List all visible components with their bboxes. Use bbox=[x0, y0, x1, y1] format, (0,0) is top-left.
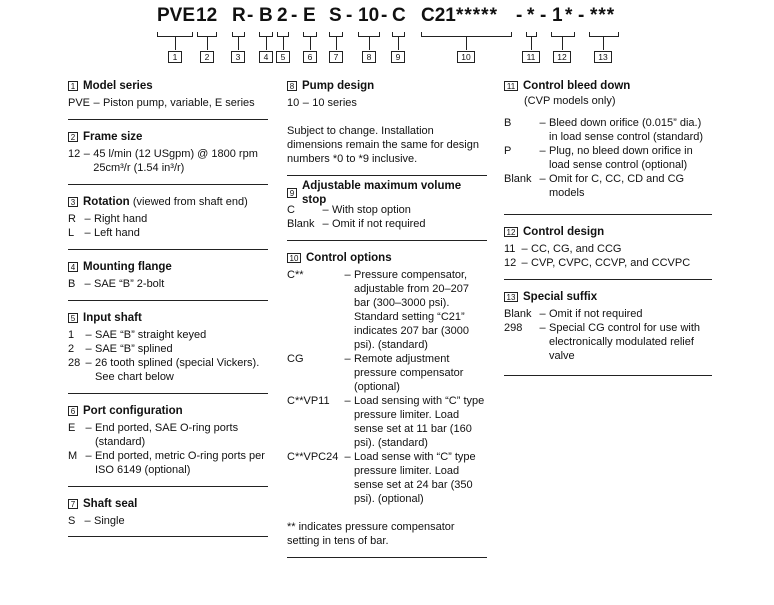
option-code: C** bbox=[287, 269, 304, 281]
option-code: 12 bbox=[68, 148, 81, 160]
code-number-box: 12 bbox=[553, 51, 571, 63]
section-title: Shaft seal bbox=[83, 498, 138, 510]
divider bbox=[504, 279, 712, 280]
option-desc: Pressure compensator, adjustable from 20–207 bar (300–3000 psi). Standard setting “C21” indicates 207 bar (3000 psi). (standard) bbox=[354, 269, 469, 351]
code-stem bbox=[283, 36, 284, 50]
option-desc: End ported, metric O-ring ports per ISO 6149 (optional) bbox=[95, 450, 265, 476]
code-part: 10 bbox=[358, 5, 380, 26]
section-special-suffix bbox=[504, 289, 712, 363]
option-row: 298 – Special CG control for use with electronically modulated relief valve bbox=[504, 321, 712, 363]
option-desc: Special CG control for use with electronically modulated relief valve bbox=[549, 322, 701, 362]
option-desc: CVP, CVPC, CCVP, and CCVPC bbox=[531, 257, 691, 269]
section-note: ** indicates pressure compensator setting in tens of bar. bbox=[287, 521, 455, 547]
code-part: - bbox=[346, 5, 353, 26]
section-title: Control bleed down bbox=[523, 80, 631, 92]
divider bbox=[68, 393, 268, 394]
section-subtitle: (CVP models only) bbox=[524, 95, 616, 107]
option-code: 11 bbox=[504, 243, 516, 255]
option-desc: 26 tooth splined (special Vickers). See chart below bbox=[95, 357, 260, 383]
code-part: * bbox=[527, 5, 535, 26]
option-row: E – End ported, SAE O-ring ports (standard) bbox=[68, 421, 268, 449]
option-desc: SAE “B” 2-bolt bbox=[94, 278, 165, 290]
section-number: 2 bbox=[68, 132, 78, 142]
divider bbox=[68, 300, 268, 301]
option-code: P bbox=[504, 145, 512, 157]
option-code: C**VP11 bbox=[287, 395, 330, 407]
code-stem bbox=[562, 36, 563, 50]
code-stem bbox=[238, 36, 239, 50]
option-row: 12 – 45 l/min (12 USgpm) @ 1800 rpm 25cm³/r (1.54 in³/r) bbox=[68, 148, 258, 174]
section-number: 10 bbox=[287, 253, 301, 263]
section-max-volume-stop bbox=[287, 180, 487, 231]
section-number: 13 bbox=[504, 292, 518, 302]
section-number: 12 bbox=[504, 227, 518, 237]
option-desc: Load sensing with “C” type pressure limiter. Load sense set at 11 bar (160 psi). (standard) bbox=[354, 395, 485, 449]
section-number: 8 bbox=[287, 81, 297, 91]
code-part: - bbox=[291, 5, 298, 26]
option-code: B bbox=[504, 117, 512, 129]
option-desc: Piston pump, variable, E series bbox=[103, 97, 255, 109]
code-part: 2 bbox=[277, 5, 288, 26]
option-row: P – Plug, no bleed down orifice in load sense control (optional) bbox=[504, 144, 712, 172]
section-title: Mounting flange bbox=[83, 261, 172, 273]
divider bbox=[68, 486, 268, 487]
divider bbox=[287, 240, 487, 241]
divider bbox=[504, 375, 712, 376]
code-stem bbox=[603, 36, 604, 50]
code-part: - bbox=[540, 5, 547, 26]
code-part: - bbox=[247, 5, 254, 26]
section-title: Frame size bbox=[83, 131, 143, 143]
option-code: 2 bbox=[68, 343, 75, 355]
code-number-box: 11 bbox=[522, 51, 540, 63]
option-code: B bbox=[68, 278, 76, 290]
option-row: R – Right hand bbox=[68, 212, 268, 226]
option-row: 11 – CC, CG, and CCG bbox=[504, 242, 712, 256]
option-code: PVE bbox=[68, 97, 91, 109]
code-stem bbox=[266, 36, 267, 50]
divider bbox=[68, 536, 268, 537]
section-number: 3 bbox=[68, 197, 78, 207]
option-code: 10 bbox=[287, 97, 300, 109]
option-code: 28 bbox=[68, 357, 81, 369]
option-desc: Plug, no bleed down orifice in load sense control (optional) bbox=[549, 145, 693, 171]
option-row: 2 – SAE “B” splined bbox=[68, 342, 268, 356]
code-number-box: 2 bbox=[200, 51, 214, 63]
divider bbox=[287, 175, 487, 176]
option-row: 1 – SAE “B” straight keyed bbox=[68, 328, 268, 342]
column-left bbox=[68, 78, 268, 546]
code-part: - bbox=[578, 5, 585, 26]
section-number: 5 bbox=[68, 313, 78, 323]
section-control-design bbox=[504, 224, 712, 270]
code-stem bbox=[369, 36, 370, 50]
option-code: CG bbox=[287, 353, 304, 365]
option-code: E bbox=[68, 422, 76, 434]
option-desc: 10 series bbox=[312, 97, 357, 109]
code-part: S bbox=[329, 5, 342, 26]
code-stem bbox=[310, 36, 311, 50]
code-number-box: 6 bbox=[303, 51, 317, 63]
code-bracket bbox=[551, 32, 575, 37]
section-pump-design bbox=[287, 78, 487, 166]
section-title: Adjustable maximum volume stop bbox=[302, 180, 462, 206]
section-title: Port configuration bbox=[83, 405, 183, 417]
code-bracket bbox=[589, 32, 619, 37]
option-desc: Bleed down orifice (0.015” dia.) in load sense control (standard) bbox=[549, 117, 704, 143]
code-number-box: 3 bbox=[231, 51, 245, 63]
section-title: Rotation bbox=[83, 196, 130, 208]
column-right bbox=[504, 78, 712, 385]
option-row: Blank – Omit if not required bbox=[504, 307, 712, 321]
section-number: 6 bbox=[68, 406, 78, 416]
section-number: 9 bbox=[287, 188, 297, 198]
option-code: M bbox=[68, 450, 78, 462]
section-model-series bbox=[68, 78, 268, 110]
option-row: C**VPC24 – Load sense with “C” type pressure limiter. Load sense set at 24 bar (350 psi). (optional) bbox=[287, 450, 487, 506]
code-number-box: 5 bbox=[276, 51, 290, 63]
option-code: C bbox=[287, 204, 295, 216]
option-code: S bbox=[68, 515, 76, 527]
section-mounting-flange bbox=[68, 259, 268, 291]
section-control-options bbox=[287, 250, 487, 548]
section-title: Control design bbox=[523, 226, 605, 238]
option-desc: 45 l/min (12 USgpm) @ 1800 rpm bbox=[93, 148, 258, 160]
code-stem bbox=[466, 36, 467, 50]
code-number-box: 13 bbox=[594, 51, 612, 63]
section-number: 11 bbox=[504, 81, 518, 91]
code-number-box: 7 bbox=[329, 51, 343, 63]
section-title: Input shaft bbox=[83, 312, 142, 324]
section-port-configuration bbox=[68, 403, 268, 477]
section-title: Model series bbox=[83, 80, 153, 92]
option-row: M – End ported, metric O-ring ports per ISO 6149 (optional) bbox=[68, 449, 268, 477]
option-row: Blank – Omit if not required bbox=[287, 217, 487, 231]
option-desc: Single bbox=[94, 515, 125, 527]
code-part: E bbox=[303, 5, 316, 26]
option-desc: Left hand bbox=[94, 227, 140, 239]
option-code: Blank bbox=[504, 173, 532, 185]
code-stem bbox=[207, 36, 208, 50]
option-row: L – Left hand bbox=[68, 226, 268, 240]
option-row: C** – Pressure compensator, adjustable from 20–207 bar (300–3000 psi). Standard setting “C21” indicates 207 bar (3000 psi). (standard) bbox=[287, 268, 487, 352]
section-title-suffix: (viewed from shaft end) bbox=[132, 196, 248, 208]
option-desc-line2: 25cm³/r (1.54 in³/r) bbox=[93, 162, 185, 174]
code-part: C bbox=[392, 5, 406, 26]
code-part: R bbox=[232, 5, 246, 26]
option-desc: SAE “B” splined bbox=[95, 343, 173, 355]
code-part: PVE bbox=[157, 5, 196, 26]
option-row: PVE – Piston pump, variable, E series bbox=[68, 96, 268, 110]
section-frame-size bbox=[68, 129, 268, 175]
divider bbox=[68, 119, 268, 120]
section-number: 4 bbox=[68, 262, 78, 272]
divider bbox=[68, 249, 268, 250]
column-middle bbox=[287, 78, 487, 567]
option-code: R bbox=[68, 213, 76, 225]
section-title: Special suffix bbox=[523, 291, 598, 303]
option-desc: Omit if not required bbox=[549, 308, 643, 320]
section-shaft-seal bbox=[68, 496, 268, 528]
divider bbox=[287, 557, 487, 558]
option-row: CG – Remote adjustment pressure compensator (optional) bbox=[287, 352, 487, 394]
code-number-box: 9 bbox=[391, 51, 405, 63]
divider bbox=[68, 184, 268, 185]
code-stem bbox=[336, 36, 337, 50]
divider bbox=[504, 214, 712, 215]
section-title: Control options bbox=[306, 252, 392, 264]
option-desc: Remote adjustment pressure compensator (optional) bbox=[354, 353, 464, 393]
code-number-box: 4 bbox=[259, 51, 273, 63]
option-desc: Omit if not required bbox=[332, 218, 426, 230]
code-number-box: 10 bbox=[457, 51, 475, 63]
code-part: B bbox=[259, 5, 273, 26]
section-note: Subject to change. Installation dimensions remain the same for design numbers *0 to *9 inclusive. bbox=[287, 125, 479, 165]
section-number: 1 bbox=[68, 81, 78, 91]
option-desc: SAE “B” straight keyed bbox=[95, 329, 207, 341]
code-part: 12 bbox=[196, 5, 218, 26]
code-part: *** bbox=[590, 5, 616, 26]
code-stem bbox=[175, 36, 176, 50]
section-input-shaft bbox=[68, 310, 268, 384]
code-part: - bbox=[516, 5, 523, 26]
option-desc: With stop option bbox=[332, 204, 411, 216]
code-stem bbox=[398, 36, 399, 50]
option-code: Blank bbox=[504, 308, 532, 320]
option-row: 10 – 10 series bbox=[287, 96, 487, 110]
option-code: 1 bbox=[68, 329, 75, 341]
option-code: 298 bbox=[504, 322, 523, 334]
option-code: C**VPC24 bbox=[287, 451, 339, 463]
option-row: B – Bleed down orifice (0.015” dia.) in load sense control (standard) bbox=[504, 116, 712, 144]
option-row: C**VP11 – Load sensing with “C” type pressure limiter. Load sense set at 11 bar (160 psi). (standard) bbox=[287, 394, 487, 450]
code-stem bbox=[531, 36, 532, 50]
section-number: 7 bbox=[68, 499, 78, 509]
code-part: - bbox=[381, 5, 388, 26]
option-desc: Load sense with “C” type pressure limiter. Load sense set at 24 bar (350 psi). (optional) bbox=[354, 451, 476, 505]
option-desc: CC, CG, and CCG bbox=[531, 243, 622, 255]
code-part: 1 bbox=[552, 5, 563, 26]
option-desc: Right hand bbox=[94, 213, 148, 225]
code-number-box: 1 bbox=[168, 51, 182, 63]
code-number-box: 8 bbox=[362, 51, 376, 63]
section-rotation bbox=[68, 194, 268, 240]
option-row: Blank – Omit for C, CC, CD and CG models bbox=[504, 172, 712, 200]
code-part: ***** bbox=[456, 5, 498, 26]
code-part: C21 bbox=[421, 5, 456, 26]
option-row: S – Single bbox=[68, 514, 268, 528]
section-control-bleed-down bbox=[504, 78, 712, 200]
option-row: 28 – 26 tooth splined (special Vickers). See chart below bbox=[68, 356, 268, 384]
option-code: L bbox=[68, 227, 75, 239]
option-row: 12 – CVP, CVPC, CCVP, and CCVPC bbox=[504, 256, 712, 270]
code-part: * bbox=[565, 5, 573, 26]
option-desc: Omit for C, CC, CD and CG models bbox=[549, 173, 685, 199]
option-row: B – SAE “B” 2-bolt bbox=[68, 277, 268, 291]
option-code: 12 bbox=[504, 257, 517, 269]
option-code: Blank bbox=[287, 218, 315, 230]
option-desc: End ported, SAE O-ring ports (standard) bbox=[95, 422, 239, 448]
section-title: Pump design bbox=[302, 80, 375, 92]
option-row: C – With stop option bbox=[287, 203, 487, 217]
